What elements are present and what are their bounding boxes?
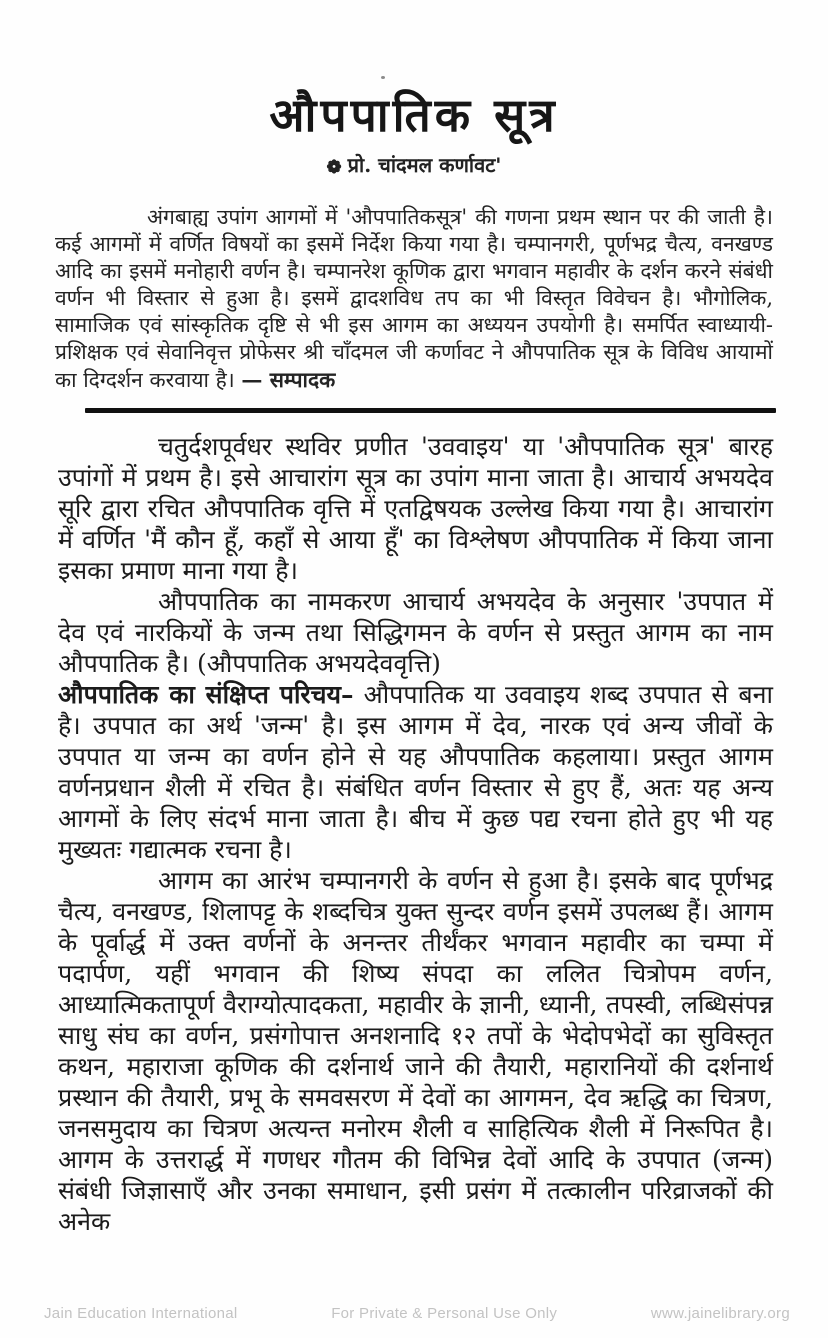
footer-publisher: Jain Education International <box>44 1305 238 1322</box>
body-paragraph <box>58 865 773 1237</box>
paragraph-text: चतुर्दशपूर्वधर स्थविर प्रणीत 'उववाइय' या 'औपपातिक सूत्र' बारह उपांगों में प्रथम है। इसे आचारांग सूत्र का उपांग माना जाता है। आचार्य अभयदेव सूरि द्वारा रचित औपपातिक वृत्ति में एतद्विषयक उल्लेख किया गया है। आचारांग में वर्णित 'मैं कौन हूँ, कहाँ से आया हूँ' का विश्लेषण औपपातिक में किया जाना इसका प्रमाण माना गया है। <box>58 432 773 586</box>
author-byline <box>0 151 828 178</box>
paragraph-text: औपपातिक का नामकरण आचार्य अभयदेव के अनुसार 'उपपात में देव एवं नारकियों के जन्म तथा सिद्धिगमन के वर्णन से प्रस्तुत आगम का नाम औपपातिक है। (औपपातिक अभयदेववृत्ति) <box>58 587 773 679</box>
horizontal-divider <box>85 408 776 413</box>
body-paragraph-with-heading <box>58 679 773 865</box>
flower-bullet-icon: ❁ <box>326 157 342 179</box>
body-paragraph <box>58 586 773 679</box>
paragraph-text: औपपातिक या उववाइय शब्द उपपात से बना है। उपपात का अर्थ 'जन्म' है। इस आगम में देव, नारक एवं अन्य जीवों के उपपात या जन्म का वर्णन होने से यह औपपातिक कहलाया। प्रस्तुत आगम वर्णनप्रधान शैली में रचित है। संबंधित वर्णन विस्तार से हुए हैं, अतः यह अन्य आगमों के लिए संदर्भ माना जाता है। बीच में कुछ पद्य रचना होते हुए भी यह मुख्यतः गद्यात्मक रचना है। <box>58 680 773 865</box>
editor-introduction-note <box>55 204 773 394</box>
scan-artifact-dot <box>381 76 385 79</box>
footer-usage-notice: For Private & Personal Use Only <box>331 1305 558 1322</box>
editor-signature: — सम्पादक <box>241 367 336 393</box>
article-body <box>58 431 773 1237</box>
footer-website: www.jainelibrary.org <box>650 1305 790 1322</box>
scan-footer <box>0 1305 828 1322</box>
paragraph-text: आगम का आरंभ चम्पानगरी के वर्णन से हुआ है। इसके बाद पूर्णभद्र चैत्य, वनखण्ड, शिलापट्ट के शब्दचित्र युक्त सुन्दर वर्णन इसमें उपलब्ध हैं। आगम के पूर्वार्द्ध में उक्त वर्णनों के अनन्तर तीर्थंकर भगवान महावीर का चम्पा में पदार्पण, यहीं भगवान की शिष्य संपदा का ललित चित्रोपम वर्णन, आध्यात्मिकतापूर्ण वैराग्योत्पादकता, महावीर के ज्ञानी, ध्यानी, तपस्वी, लब्धिसंपन्न साधु संघ का वर्णन, प्रसंगोपात्त अनशनादि १२ तपों के भेदोपभेदों का सुविस्तृत कथन, महाराजा कूणिक की दर्शनार्थ जाने की तैयारी, महारानियों की दर्शनार्थ प्रस्थान की तैयारी, प्रभू के समवसरण में देवों का आगमन, देव ऋद्धि का चित्रण, जनसमुदाय का चित्रण अत्यन्त मनोरम शैली व साहित्यिक शैली में निरूपित है। आगम के उत्तरार्द्ध में गणधर गौतम की विभिन्न देवों आदि के उपपात (जन्म) संबंधी जिज्ञासाएँ और उनका समाधान, इसी प्रसंग में तत्कालीन परिव्राजकों की अनेक <box>58 866 773 1237</box>
section-heading: औपपातिक का संक्षिप्त परिचय– <box>58 680 354 710</box>
editor-note-text: अंगबाह्य उपांग आगमों में 'औपपातिकसूत्र' की गणना प्रथम स्थान पर की जाती है। कई आगमों में वर्णित विषयों का इसमें निर्देश किया गया है। चम्पानगरी, पूर्णभद्र चैत्य, वनखण्ड आदि का इसमें मनोहारी वर्णन है। चम्पानरेश कूणिक द्वारा भगवान महावीर के दर्शन करने संबंधी वर्णन भी विस्तार से हुआ है। इसमें द्वादशविध तप का भी विस्तृत विवेचन है। भौगोलिक, सामाजिक एवं सांस्कृतिक दृष्टि से भी इस आगम का अध्ययन उपयोगी है। समर्पित स्वाध्यायी- प्रशिक्षक एवं सेवानिवृत्त प्रोफेसर श्री चाँदमल जी कर्णावट ने औपपातिक सूत्र के विविध आयामों का दिग्दर्शन करवाया है। <box>55 205 773 393</box>
author-name: प्रो. चांदमल कर्णावट' <box>347 153 502 178</box>
page-title: औपपातिक सूत्र <box>269 88 559 142</box>
body-paragraph <box>58 431 773 586</box>
